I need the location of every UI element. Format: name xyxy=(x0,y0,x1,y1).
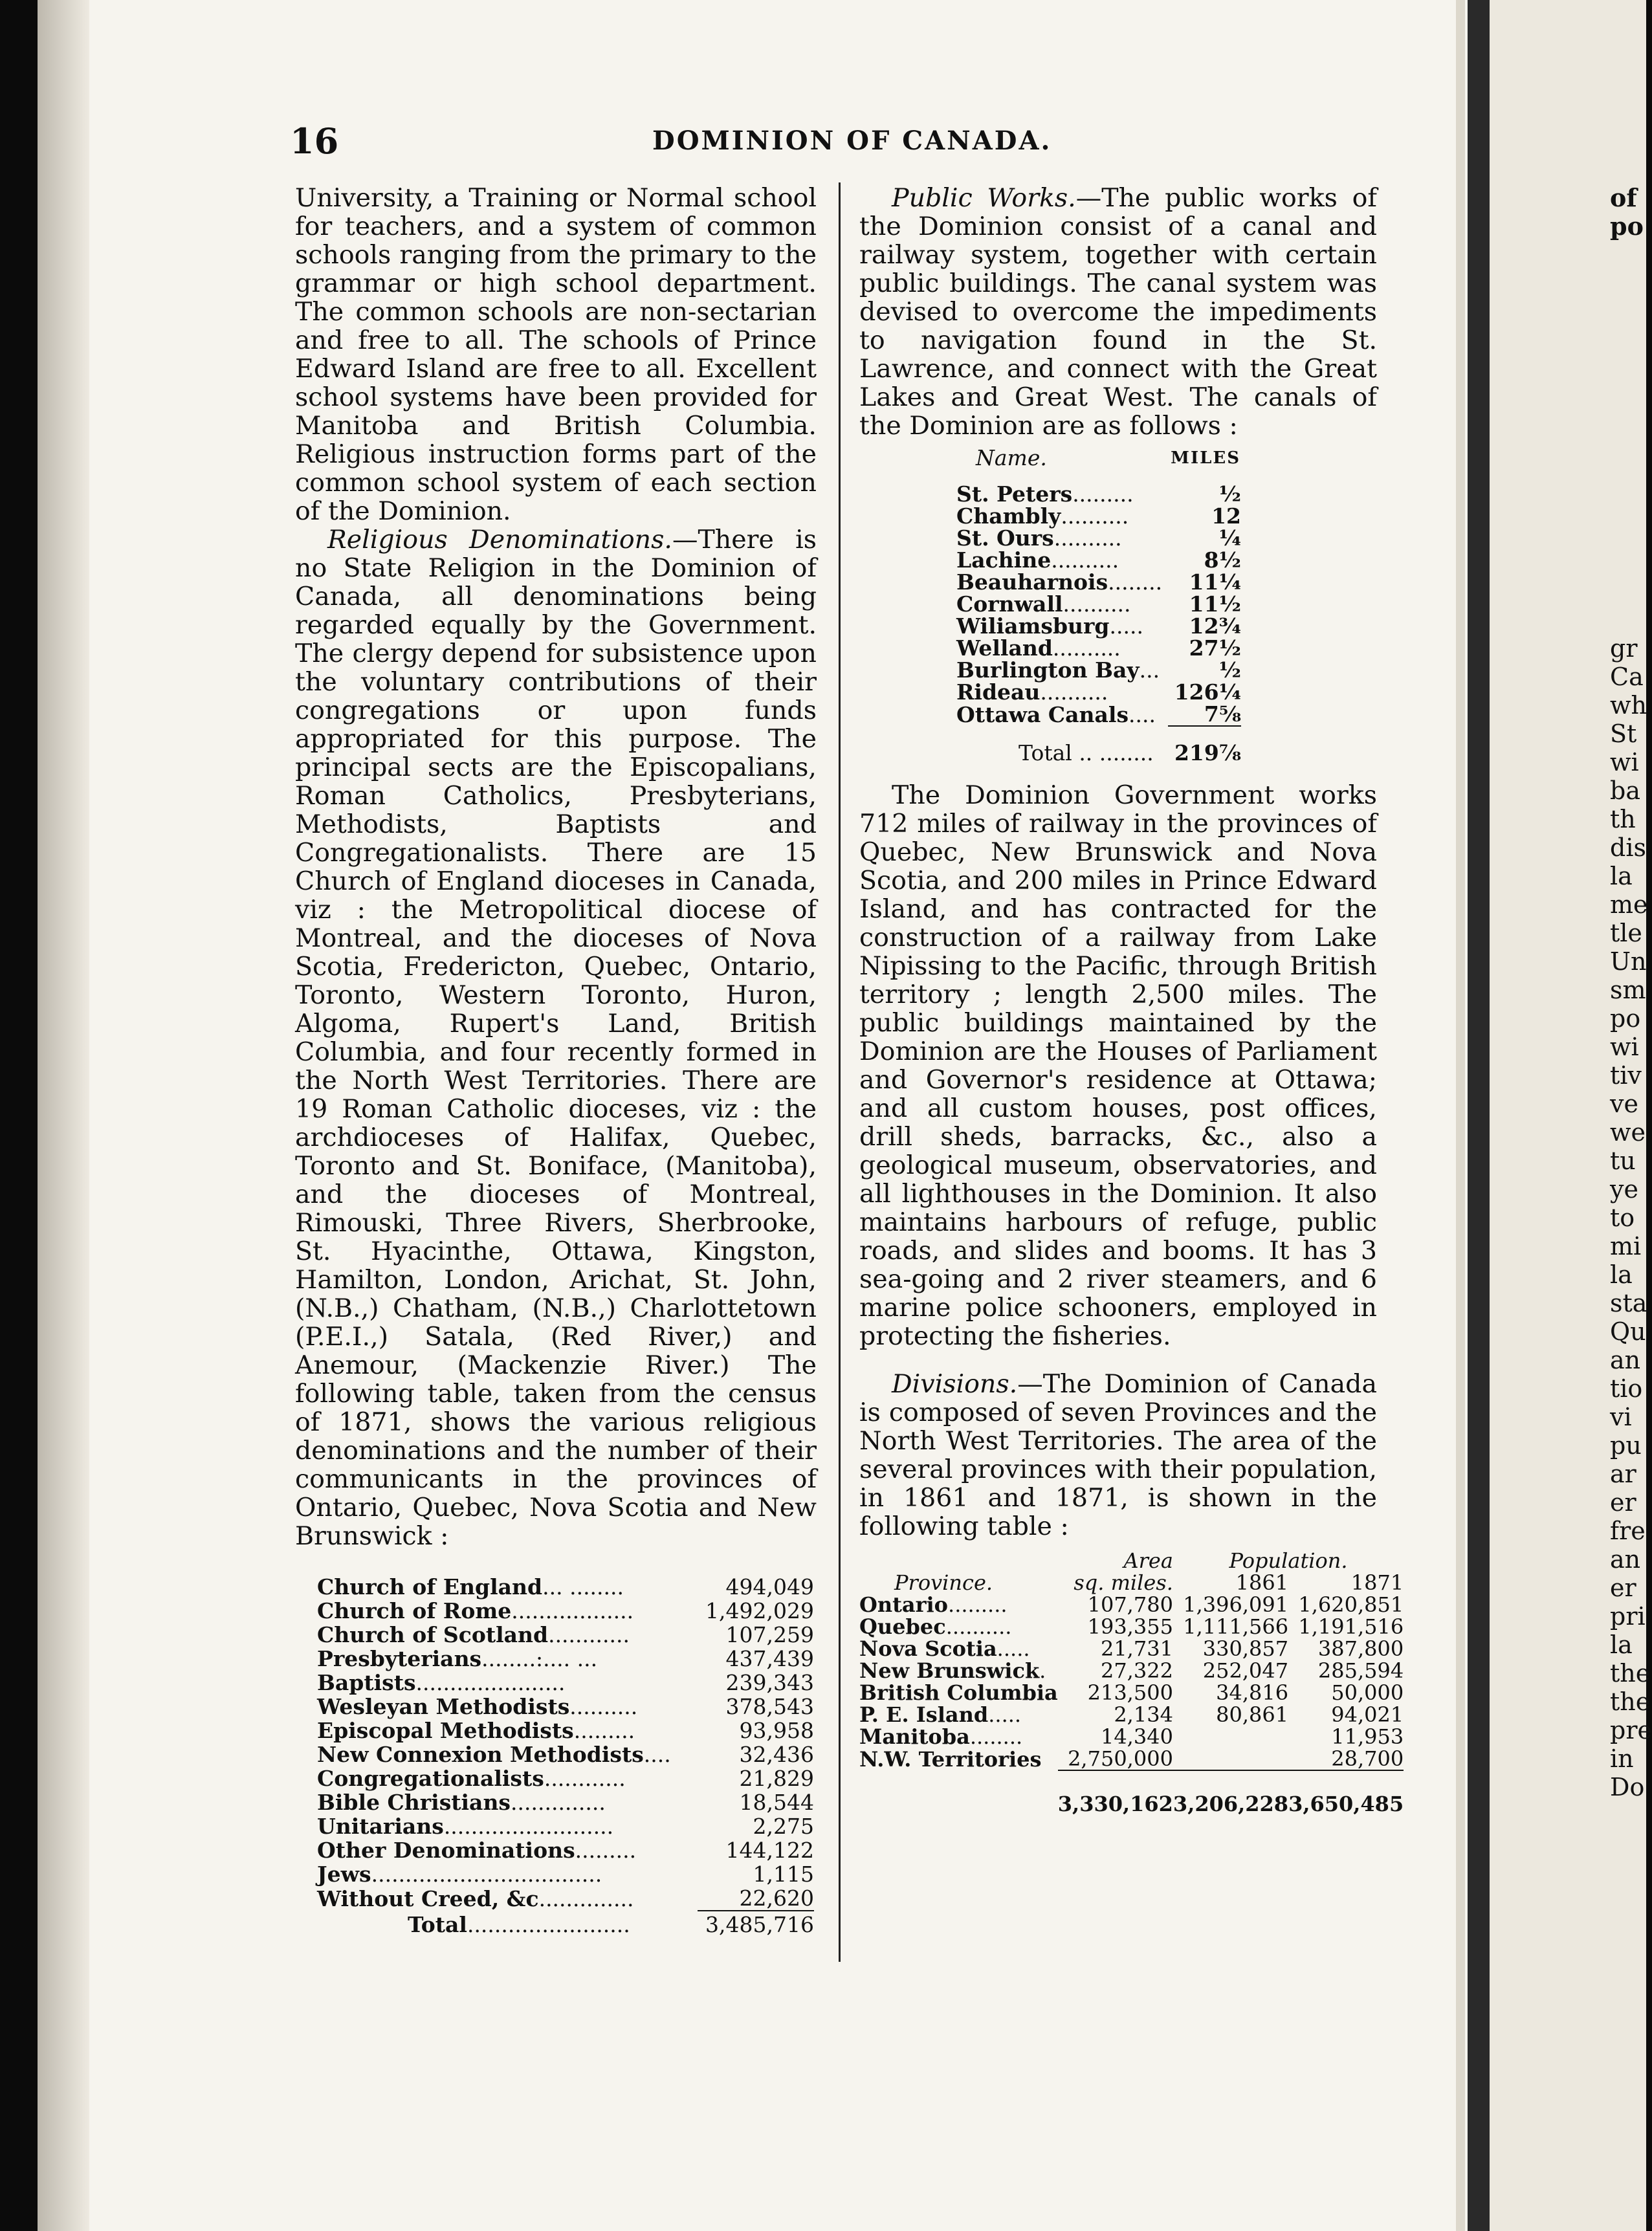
facing-page-fragment: po xyxy=(1610,1004,1641,1033)
province-area: 2,134 xyxy=(1114,1702,1173,1727)
canal-name-cell xyxy=(956,549,1168,571)
province-name-cell xyxy=(859,1748,1058,1770)
leader-dots: .... xyxy=(1129,701,1156,727)
denomination-name-cell xyxy=(317,1599,698,1623)
facing-page-fragment: sta xyxy=(1610,1289,1647,1317)
canal-miles: 27½ xyxy=(1189,635,1241,661)
province-row xyxy=(859,1616,1404,1638)
facing-page-line: of xyxy=(1610,183,1637,212)
denomination-row xyxy=(317,1623,814,1647)
denominations-total-value: 3,485,716 xyxy=(705,1912,814,1937)
canal-row xyxy=(956,549,1241,571)
canal-row xyxy=(956,615,1241,637)
province-pop-1871: 50,000 xyxy=(1331,1680,1404,1705)
header-population: Population. xyxy=(1229,1548,1348,1573)
denomination-value: 107,259 xyxy=(725,1622,814,1647)
denomination-value: 2,275 xyxy=(753,1814,814,1839)
leader-dots: ........:.... ... xyxy=(481,1646,598,1671)
denominations-table xyxy=(317,1575,814,1937)
facing-page-fragment: the xyxy=(1610,1687,1651,1716)
denomination-row xyxy=(317,1575,814,1599)
province-name-cell xyxy=(859,1594,1058,1616)
canal-name: St. Peters xyxy=(956,481,1073,507)
province-area: 2,750,000 xyxy=(1068,1746,1173,1771)
provinces-table xyxy=(859,1550,1404,1815)
denomination-name: New Connexion Methodists xyxy=(317,1742,644,1767)
canal-total-row xyxy=(956,726,1241,764)
denomination-name: Congregationalists xyxy=(317,1766,544,1791)
province-name-cell xyxy=(859,1660,1058,1682)
canal-name: St. Ours xyxy=(956,525,1054,551)
canal-row xyxy=(956,659,1241,681)
facing-page-fragment: gr xyxy=(1610,634,1638,663)
facing-page-fragment: an xyxy=(1610,1346,1641,1374)
column-divider xyxy=(839,182,841,1962)
denomination-name-cell xyxy=(317,1814,698,1838)
province-pop-1861 xyxy=(1173,1748,1288,1770)
canal-name-cell xyxy=(956,681,1168,703)
denomination-name-cell xyxy=(317,1623,698,1647)
leader-dots: .......... xyxy=(1063,591,1131,617)
denomination-row xyxy=(317,1695,814,1719)
canal-name: Cornwall xyxy=(956,591,1063,617)
canal-row xyxy=(956,703,1241,726)
right-column xyxy=(859,183,1404,1816)
public-works-paragraph xyxy=(859,184,1377,440)
denomination-name: Baptists xyxy=(317,1670,416,1695)
leader-dots: .......... xyxy=(945,1614,1012,1639)
canal-name-cell xyxy=(956,505,1168,527)
canal-row xyxy=(956,593,1241,615)
denomination-value: 144,122 xyxy=(725,1838,814,1863)
facing-page-fragment: ba xyxy=(1610,776,1640,805)
denomination-value: 22,620 xyxy=(698,1886,814,1911)
canal-miles: 8½ xyxy=(1204,547,1241,573)
province-name-cell xyxy=(859,1704,1058,1726)
facing-page-fragment: ye xyxy=(1610,1175,1638,1203)
province-name-cell xyxy=(859,1726,1058,1748)
facing-page-fragment: pri xyxy=(1610,1602,1646,1631)
denomination-row xyxy=(317,1862,814,1886)
canal-name-cell xyxy=(956,483,1168,505)
binding-gap xyxy=(1468,0,1490,2231)
facing-page-fragment: Ca xyxy=(1610,663,1644,691)
facing-page-fragment: Qu xyxy=(1610,1317,1646,1346)
total-1861: 3,206,228 xyxy=(1173,1770,1288,1815)
facing-page-fragment: th xyxy=(1610,805,1636,833)
leader-dots: ......... xyxy=(1072,481,1134,507)
province-name: N.W. Territories xyxy=(859,1746,1042,1772)
canal-name: Welland xyxy=(956,635,1053,661)
total-label: Total xyxy=(408,1911,467,1937)
facing-page-line: po xyxy=(1610,212,1644,241)
page-gutter-shadow xyxy=(38,0,89,2231)
facing-page-fragment: tiv xyxy=(1610,1061,1642,1090)
leader-dots: ..... xyxy=(1109,613,1143,639)
public-works-heading: Public Works. xyxy=(892,183,1076,213)
province-pop-1871: 387,800 xyxy=(1317,1636,1404,1661)
canal-header-name: Name. xyxy=(976,445,1047,470)
canal-name: Rideau xyxy=(956,679,1041,705)
total-area: 3,330,162 xyxy=(1058,1770,1173,1815)
page-header xyxy=(290,120,1429,166)
total-leader-dots: ........................ xyxy=(467,1911,630,1937)
facing-page-fragment: fre xyxy=(1610,1517,1646,1545)
canal-miles: ¼ xyxy=(1218,525,1241,551)
denomination-name-cell xyxy=(317,1719,698,1742)
province-name-cell xyxy=(859,1638,1058,1660)
province-name-cell xyxy=(859,1616,1058,1638)
facing-page-fragment: we xyxy=(1610,1118,1646,1147)
facing-page-fragment: wi xyxy=(1610,1033,1639,1061)
facing-page-fragment: la xyxy=(1610,862,1633,890)
denomination-row xyxy=(317,1671,814,1695)
canal-name: Ottawa Canals xyxy=(956,701,1129,727)
education-paragraph: University, a Training or Normal school for teachers, and a system of common schools ranging from the primary to the grammar or high school department. The common schools are non-sectarian and free to all. The schools of Prince Edward Island are free to all. Excellent school systems have been provided for Manitoba and British Columbia. Religious instruction forms part of the common school system of each section of the Dominion. xyxy=(295,183,817,526)
province-area: 107,780 xyxy=(1087,1592,1173,1617)
canal-row xyxy=(956,505,1241,527)
province-row xyxy=(859,1682,1404,1704)
denomination-value: 1,492,029 xyxy=(705,1598,814,1623)
leader-dots: ......... xyxy=(573,1718,635,1743)
leader-dots: ... ........ xyxy=(542,1574,624,1599)
facing-page-fragment: sm xyxy=(1610,976,1646,1004)
canal-name-cell xyxy=(956,593,1168,615)
canal-name-cell xyxy=(956,527,1168,549)
facing-page-fragment: pu xyxy=(1610,1431,1642,1460)
province-row xyxy=(859,1660,1404,1682)
header-sq-miles: sq. miles. xyxy=(1074,1570,1173,1595)
leader-dots: ..... xyxy=(988,1702,1022,1727)
header-1871: 1871 xyxy=(1350,1570,1404,1595)
denomination-row xyxy=(317,1647,814,1671)
public-works-body: —The public works of the Dominion consist of a canal and railway system, together with certain public buildings. The canal system was devised to overcome the impediments to navigation found in the St. Lawrence, and connect with the Great Lakes and Great West. The canals of the Dominion are as follows : xyxy=(859,183,1378,441)
province-row xyxy=(859,1748,1404,1770)
canal-name-cell xyxy=(956,703,1168,726)
province-pop-1861 xyxy=(1173,1726,1288,1748)
running-title: DOMINION OF CANADA. xyxy=(652,126,1052,156)
denomination-name-cell xyxy=(317,1671,698,1695)
denomination-value: 18,544 xyxy=(739,1790,814,1815)
denomination-value: 378,543 xyxy=(725,1694,814,1719)
denomination-name-cell xyxy=(317,1695,698,1719)
facing-page-fragment: la xyxy=(1610,1260,1633,1289)
leader-dots: . xyxy=(1039,1658,1046,1683)
province-pop-1861: 1,396,091 xyxy=(1183,1592,1289,1617)
leader-dots: .................................. xyxy=(371,1862,602,1887)
facing-page-fragment: mi xyxy=(1610,1232,1642,1260)
provinces-totals-row xyxy=(859,1770,1404,1815)
facing-page-fragment: wi xyxy=(1610,748,1639,776)
denomination-name-cell xyxy=(317,1886,698,1911)
leader-dots: ............ xyxy=(544,1766,626,1791)
facing-page-fragment: ve xyxy=(1610,1090,1638,1118)
denomination-value: 32,436 xyxy=(739,1742,814,1767)
province-pop-1871: 94,021 xyxy=(1331,1702,1404,1727)
leader-dots: .......... xyxy=(569,1694,638,1719)
divisions-heading: Divisions. xyxy=(892,1369,1018,1399)
leader-dots: ........ xyxy=(969,1724,1023,1749)
denomination-row xyxy=(317,1886,814,1911)
denomination-name: Church of Scotland xyxy=(317,1622,549,1647)
canal-name-cell xyxy=(956,659,1168,681)
facing-page-fragment: the xyxy=(1610,1659,1651,1687)
province-name-cell xyxy=(859,1682,1058,1704)
canal-name: Wiliamsburg xyxy=(956,613,1110,639)
province-row xyxy=(859,1704,1404,1726)
denomination-row xyxy=(317,1766,814,1790)
canal-miles: 126¼ xyxy=(1174,679,1241,705)
denomination-name: Bible Christians xyxy=(317,1790,511,1815)
canal-miles: 7⅝ xyxy=(1168,703,1241,726)
canal-miles: 11½ xyxy=(1189,591,1241,617)
province-name: Ontario xyxy=(859,1592,949,1617)
facing-page-fragment: Do xyxy=(1610,1773,1645,1801)
canal-row xyxy=(956,681,1241,703)
leader-dots: .................. xyxy=(511,1598,634,1623)
canal-total-dots: .. ........ xyxy=(1079,740,1154,765)
denominations-total-row xyxy=(317,1911,814,1937)
religion-body: —There is no State Religion in the Dominion of Canada, all denominations being regarded equally by the Government. The clergy depend for subsistence upon the voluntary contributions of their congregations or upon funds appropriated for this purpose. The principal sects are the Episcopalians, Roman Catholics, Presbyterians, Methodists, Baptists and Congregationalists. There are 15 Church of England dioceses in Canada, viz : the Metropolitical diocese of Montreal, and the dioceses of Nova Scotia, Fredericton, Quebec, Ontario, Toronto, Western Toronto, Huron, Algoma, Rupert's Land, British Columbia, and four recently formed in the North West Territories. There are 19 Roman Catholic dioceses, viz : the archdioceses of Halifax, Quebec, Toronto and St. Boniface, (Manitoba), and the dioceses of Montreal, Rimouski, Three Rivers, Sherbrooke, St. Hyacinthe, Ottawa, Kingston, Hamilton, London, Arichat, St. John, (N.B.,) Chatham, (N.B.,) Charlottetown (P.E.I.,) Satala, (Red River,) and Anemour, (Mackenzie River.) The following table, taken from the census of 1871, shows the various religious denominations and the number of their communicants in the provinces of Ontario, Quebec, Nova Scotia and New Brunswick : xyxy=(295,525,817,1551)
canal-name-cell xyxy=(956,615,1168,637)
denomination-row xyxy=(317,1838,814,1862)
province-pop-1861: 252,047 xyxy=(1202,1658,1289,1683)
province-pop-1861: 1,111,566 xyxy=(1183,1614,1289,1639)
leader-dots: ... xyxy=(1139,657,1160,683)
facing-page-fragment: tle xyxy=(1610,919,1642,947)
province-name: British Columbia xyxy=(859,1680,1058,1705)
facing-page-fragment: Un xyxy=(1610,947,1647,976)
canal-name: Beauharnois xyxy=(956,569,1108,595)
facing-page-fragment: la xyxy=(1610,1631,1633,1659)
province-area: 193,355 xyxy=(1087,1614,1173,1639)
denomination-row xyxy=(317,1814,814,1838)
denomination-name: Church of England xyxy=(317,1574,543,1599)
canal-miles: 12 xyxy=(1211,503,1241,529)
province-name: New Brunswick xyxy=(859,1658,1040,1683)
province-pop-1861: 80,861 xyxy=(1216,1702,1289,1727)
header-province: Province. xyxy=(894,1570,993,1595)
leader-dots: .............. xyxy=(511,1790,606,1815)
denomination-name-cell xyxy=(317,1766,698,1790)
province-pop-1871: 285,594 xyxy=(1317,1658,1404,1683)
province-pop-1861: 330,857 xyxy=(1202,1636,1289,1661)
province-area: 14,340 xyxy=(1100,1724,1173,1749)
province-area: 213,500 xyxy=(1087,1680,1173,1705)
province-pop-1871: 11,953 xyxy=(1331,1724,1404,1749)
canal-miles: 12¾ xyxy=(1189,613,1241,639)
province-name: Nova Scotia xyxy=(859,1636,997,1661)
railway-paragraph: The Dominion Government works 712 miles of railway in the provinces of Quebec, New Brunswick and Nova Scotia, and 200 miles in Prince Edward Island, and has contracted for the construction of a railway from Lake Nipissing to the Pacific, through British territory ; length 2,500 miles. The public buildings maintained by the Dominion are the Houses of Parliament and Governor's residence at Ottawa; and all custom houses, post offices, drill sheds, barracks, &c., also a geological museum, observatories, and all lighthouses in the Dominion. It also maintains harbours of refuge, public roads, and slides and booms. It has 3 sea-going and 2 river steamers, and 6 marine police schooners, employed in protecting the fisheries. xyxy=(859,780,1377,1351)
denomination-name: Jews xyxy=(317,1862,371,1887)
leader-dots: .............. xyxy=(538,1885,634,1911)
denomination-name: Church of Rome xyxy=(317,1598,512,1623)
facing-page-fragment: me xyxy=(1610,890,1648,919)
header-area: Area xyxy=(1123,1548,1173,1573)
header-1861: 1861 xyxy=(1235,1570,1289,1595)
province-area: 21,731 xyxy=(1100,1636,1173,1661)
denomination-name: Episcopal Methodists xyxy=(317,1718,574,1743)
province-name: P. E. Island xyxy=(859,1702,989,1727)
canal-name: Chambly xyxy=(956,503,1061,529)
facing-page-fragment: tio xyxy=(1610,1374,1643,1403)
province-row xyxy=(859,1594,1404,1616)
canal-miles: 11¼ xyxy=(1189,569,1241,595)
denomination-name: Unitarians xyxy=(317,1814,444,1839)
leader-dots: .......... xyxy=(1051,547,1119,573)
province-pop-1861: 34,816 xyxy=(1216,1680,1289,1705)
denomination-name: Other Denominations xyxy=(317,1838,575,1863)
denomination-name: Without Creed, &c xyxy=(317,1885,539,1911)
page-edge xyxy=(1456,0,1465,2231)
canal-total-cell xyxy=(956,726,1168,764)
canal-name-cell xyxy=(956,571,1168,593)
denomination-name: Wesleyan Methodists xyxy=(317,1694,570,1719)
divisions-paragraph xyxy=(859,1370,1377,1541)
leader-dots: .......... xyxy=(1052,635,1121,661)
province-name: Quebec xyxy=(859,1614,946,1639)
province-row xyxy=(859,1726,1404,1748)
denomination-value: 239,343 xyxy=(725,1670,814,1695)
facing-page-fragment: er xyxy=(1610,1574,1636,1602)
leader-dots: ..... xyxy=(997,1636,1030,1661)
denomination-name-cell xyxy=(317,1790,698,1814)
denomination-row xyxy=(317,1790,814,1814)
canal-miles: ½ xyxy=(1218,657,1241,683)
denomination-name: Presbyterians xyxy=(317,1646,482,1671)
province-row xyxy=(859,1638,1404,1660)
denomination-value: 494,049 xyxy=(725,1574,814,1599)
canal-name: Lachine xyxy=(956,547,1052,573)
denomination-name-cell xyxy=(317,1862,698,1886)
canals-table xyxy=(956,446,1241,764)
leader-dots: ............ xyxy=(548,1622,630,1647)
province-name: Manitoba xyxy=(859,1724,970,1749)
canal-row xyxy=(956,483,1241,505)
facing-page-fragment: wh xyxy=(1610,691,1647,720)
facing-page-fragments xyxy=(1610,634,1652,1801)
canal-miles: ½ xyxy=(1218,481,1241,507)
facing-page-fragment: dis xyxy=(1610,833,1646,862)
denomination-row xyxy=(317,1719,814,1742)
left-column xyxy=(295,184,817,1937)
denomination-value: 21,829 xyxy=(739,1766,814,1791)
facing-page-fragment: tu xyxy=(1610,1147,1636,1175)
religion-paragraph xyxy=(295,525,817,1550)
canal-header-miles: MILES xyxy=(1171,448,1240,468)
denomination-value: 93,958 xyxy=(739,1718,814,1743)
canal-row xyxy=(956,527,1241,549)
page-number: 16 xyxy=(290,120,339,162)
denominations-total-cell xyxy=(317,1911,698,1937)
canal-name: Burlington Bay xyxy=(956,657,1140,683)
facing-page-fragment: pre xyxy=(1610,1716,1652,1744)
province-pop-1871: 1,191,516 xyxy=(1298,1614,1404,1639)
facing-page-fragment: in xyxy=(1610,1744,1634,1773)
denomination-name-cell xyxy=(317,1742,698,1766)
province-area: 27,322 xyxy=(1100,1658,1173,1683)
leader-dots: .... xyxy=(643,1742,671,1767)
facing-page-fragment: vi xyxy=(1610,1403,1632,1431)
denomination-row xyxy=(317,1599,814,1623)
denomination-name-cell xyxy=(317,1838,698,1862)
religion-heading: Religious Denominations. xyxy=(327,525,672,555)
facing-page-fragment: er xyxy=(1610,1488,1636,1517)
province-pop-1871: 1,620,851 xyxy=(1298,1592,1404,1617)
denomination-name-cell xyxy=(317,1575,698,1599)
facing-page-fragment: ar xyxy=(1610,1460,1636,1488)
leader-dots: ...................... xyxy=(415,1670,566,1695)
leader-dots: ......... xyxy=(575,1838,637,1863)
denomination-name-cell xyxy=(317,1647,698,1671)
total-1871: 3,650,485 xyxy=(1288,1770,1404,1815)
canal-row xyxy=(956,571,1241,593)
canal-total-value: 219⅞ xyxy=(1174,740,1241,765)
canal-total-label: Total xyxy=(1019,740,1072,765)
leader-dots: .......... xyxy=(1040,679,1108,705)
denomination-value: 437,439 xyxy=(725,1646,814,1671)
leader-dots: ........ xyxy=(1108,569,1163,595)
denomination-row xyxy=(317,1742,814,1766)
denomination-value: 1,115 xyxy=(753,1862,814,1887)
divisions-body: —The Dominion of Canada is composed of seven Provinces and the North West Territories. The area of the several provinces with their population, in 1861 and 1871, is shown in the following table : xyxy=(859,1369,1377,1541)
facing-page-fragment: an xyxy=(1610,1545,1641,1574)
leader-dots: .......... xyxy=(1061,503,1129,529)
facing-page-fragment: St xyxy=(1610,720,1637,748)
province-pop-1871: 28,700 xyxy=(1331,1746,1404,1771)
leader-dots: ......... xyxy=(948,1592,1008,1617)
canal-name-cell xyxy=(956,637,1168,659)
leader-dots: ......................... xyxy=(443,1814,614,1839)
leader-dots: .......... xyxy=(1053,525,1122,551)
canal-row xyxy=(956,637,1241,659)
facing-page-fragment: to xyxy=(1610,1203,1635,1232)
